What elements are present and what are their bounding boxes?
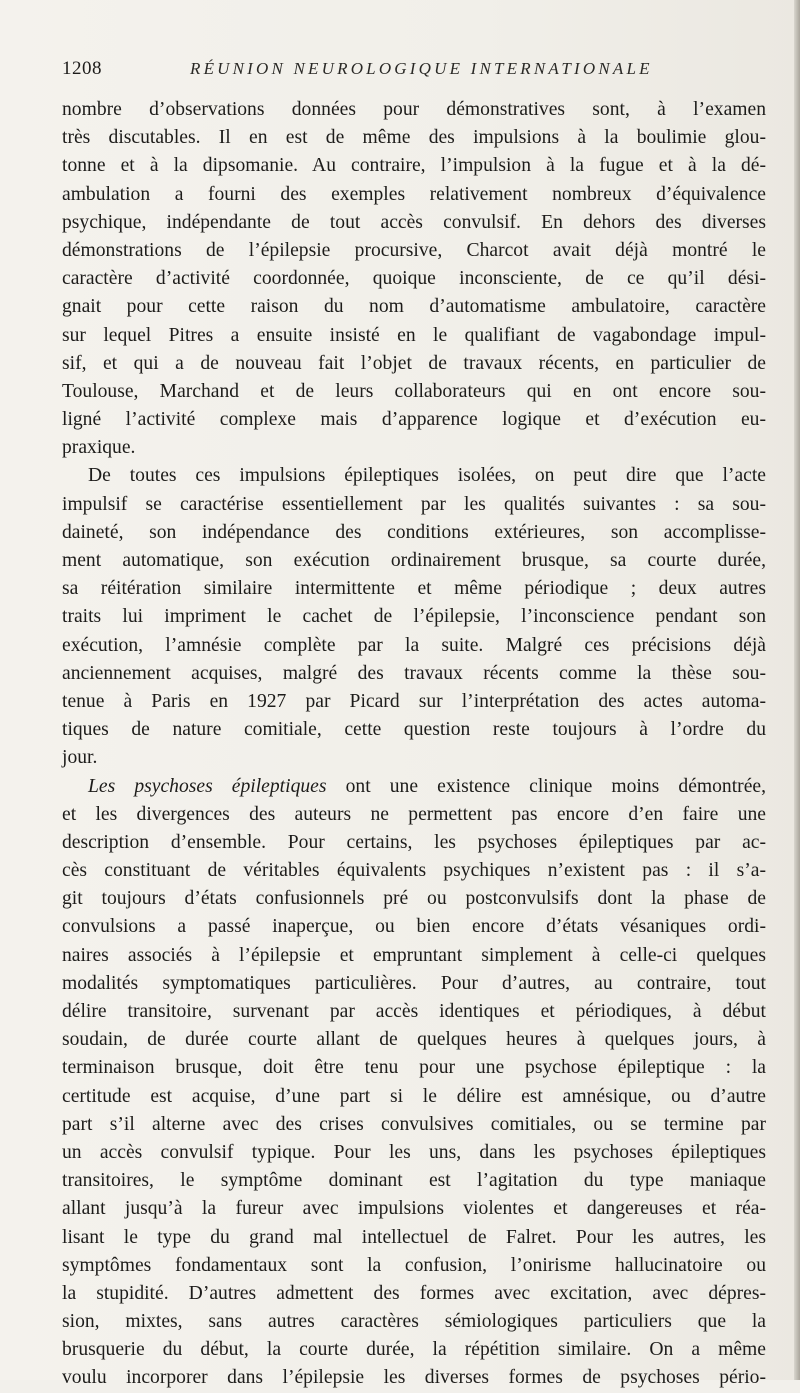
text-line: démonstrations de l’épilepsie procursive, Charcot avait déjà montré le bbox=[62, 239, 766, 261]
text-line: tenue à Paris en 1927 par Picard sur l’interprétation des actes automa- bbox=[62, 690, 766, 712]
text-line: part s’il alterne avec des crises convulsives comitiales, ou se termine par bbox=[62, 1113, 766, 1135]
text-line: gnait pour cette raison du nom d’automatisme ambulatoire, caractère bbox=[62, 296, 766, 318]
text-line: impulsif se caractérise essentiellement par les qualités suivantes : sa sou- bbox=[62, 493, 766, 515]
text-line: certitude est acquise, d’une part si le délire est amnésique, ou d’autre bbox=[62, 1085, 766, 1107]
body-text bbox=[62, 96, 766, 1393]
text-line: sur lequel Pitres a ensuite insisté en le qualifiant de vagabondage impul- bbox=[62, 324, 766, 346]
text-line: git toujours d’états confusionnels pré ou postconvulsifs dont la phase de bbox=[62, 888, 766, 910]
text-line: nombre d’observations données pour démonstratives sont, à l’examen bbox=[62, 99, 766, 120]
text-line: sif, et qui a de nouveau fait l’objet de travaux récents, en particulier de bbox=[62, 352, 766, 374]
text-line: naires associés à l’épilepsie et empruntant simplement à celle-ci quelques bbox=[62, 944, 766, 966]
text-line: praxique. bbox=[62, 437, 136, 459]
text-line: daineté, son indépendance des conditions extérieures, son accomplisse- bbox=[62, 521, 766, 543]
text-line: sa réitération similaire intermittente et même périodique ; deux autres bbox=[62, 578, 766, 600]
text-line: exécution, l’amnésie complète par la suite. Malgré ces précisions déjà bbox=[62, 634, 766, 656]
text-line: lisant le type du grand mal intellectuel de Falret. Pour les autres, les bbox=[62, 1226, 766, 1248]
text-line: terminaison brusque, doit être tenu pour une psychose épileptique : la bbox=[62, 1057, 766, 1079]
text-line: modalités symptomatiques particulières. Pour d’autres, au contraire, tout bbox=[62, 972, 766, 994]
text-line: jour. bbox=[62, 747, 98, 769]
paragraph-start-line bbox=[62, 773, 766, 801]
text-line: ligné l’activité complexe mais d’apparence logique et d’exécution eu- bbox=[62, 409, 766, 431]
text-line: soudain, de durée courte allant de quelques heures à quelques jours, à bbox=[62, 1029, 766, 1051]
text-line: un accès convulsif typique. Pour les uns, dans les psychoses épileptiques bbox=[62, 1141, 766, 1163]
text-line: ment automatique, son exécution ordinairement brusque, sa courte durée, bbox=[62, 550, 766, 571]
text-line: convulsions a passé inaperçue, ou bien encore d’états vésaniques ordi- bbox=[62, 916, 766, 938]
italic-heading-phrase: Les psychoses épileptiques bbox=[88, 775, 327, 797]
text-line: transitoires, le symptôme dominant est l’agitation du type maniaque bbox=[62, 1170, 766, 1192]
text-line: description d’ensemble. Pour certains, les psychoses épileptiques par ac- bbox=[62, 831, 766, 853]
running-title: RÉUNION NEUROLOGIQUE INTERNATIONALE bbox=[190, 59, 653, 78]
text-line: très discutables. Il en est de même des impulsions à la boulimie glou- bbox=[62, 127, 766, 149]
text-line: tonne et à la dipsomanie. Au contraire, l’impulsion à la fugue et à la dé- bbox=[62, 155, 766, 177]
text-line: Toulouse, Marchand et de leurs collaborateurs qui en ont encore sou- bbox=[62, 380, 766, 402]
page-header bbox=[62, 58, 762, 84]
text-line: cès constituant de véritables équivalents psychiques n’existent pas : il s’a- bbox=[62, 860, 766, 882]
text-line: brusquerie du début, la courte durée, la répétition similaire. On a même bbox=[62, 1339, 766, 1361]
page-edge-shadow bbox=[794, 0, 800, 1380]
paragraph-start-line: De toutes ces impulsions épileptiques isolées, on peut dire que l’acte bbox=[88, 465, 766, 487]
text-line: psychique, indépendante de tout accès convulsif. En dehors des diverses bbox=[62, 211, 766, 233]
text-line: ambulation a fourni des exemples relativement nombreux d’équivalence bbox=[62, 183, 766, 205]
text-line: la stupidité. D’autres admettent des formes avec excitation, avec dépres- bbox=[62, 1282, 766, 1304]
line-remainder: ont une existence clinique moins démontrée, bbox=[326, 775, 766, 797]
text-line: anciennement acquises, malgré des travaux récents comme la thèse sou- bbox=[62, 662, 766, 684]
text-line: voulu incorporer dans l’épilepsie les diverses formes de psychoses pério- bbox=[62, 1367, 766, 1389]
page-number: 1208 bbox=[62, 58, 102, 79]
text-line: délire transitoire, survenant par accès identiques et périodiques, à début bbox=[62, 1001, 766, 1022]
text-line: allant jusqu’à la fureur avec impulsions violentes et dangereuses et réa- bbox=[62, 1198, 766, 1220]
text-line: sion, mixtes, sans autres caractères sémiologiques particuliers que la bbox=[62, 1311, 766, 1333]
text-line: traits lui impriment le cachet de l’épilepsie, l’inconscience pendant son bbox=[62, 606, 766, 628]
text-line: tiques de nature comitiale, cette question reste toujours à l’ordre du bbox=[62, 719, 766, 741]
text-line: caractère d’activité coordonnée, quoique inconsciente, de ce qu’il dési- bbox=[62, 268, 766, 290]
text-line: et les divergences des auteurs ne permettent pas encore d’en faire une bbox=[62, 803, 766, 825]
text-line: symptômes fondamentaux sont la confusion, l’onirisme hallucinatoire ou bbox=[62, 1254, 766, 1276]
